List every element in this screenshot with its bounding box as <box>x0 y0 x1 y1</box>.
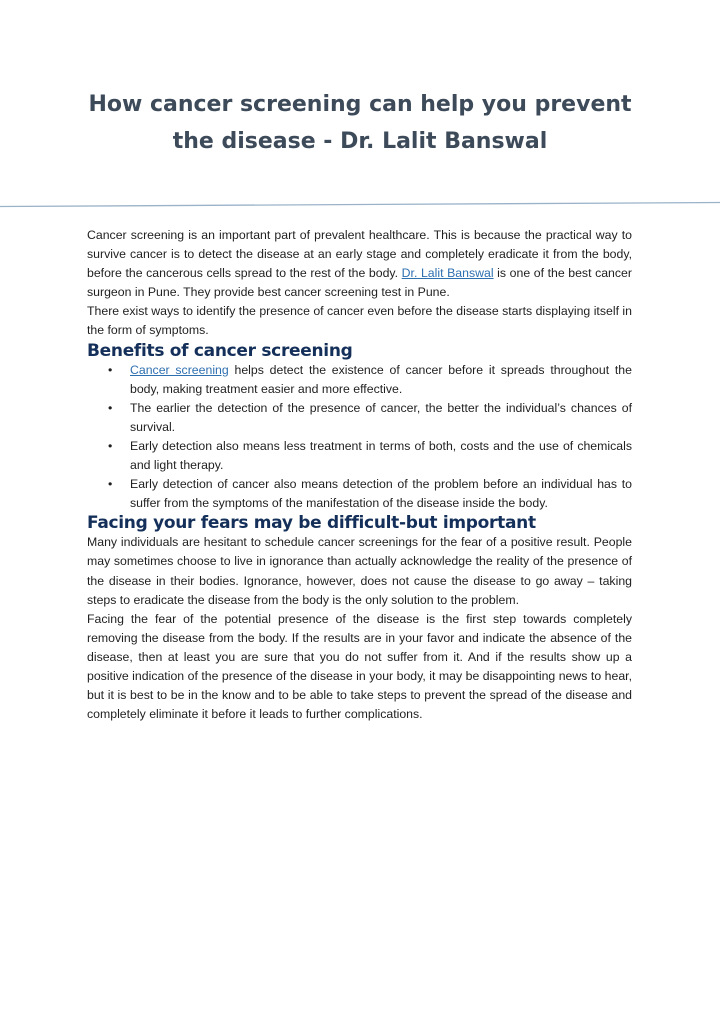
list-item <box>87 399 632 437</box>
title-line-1: How cancer screening can help you prevent <box>88 92 632 117</box>
header-divider <box>0 201 720 209</box>
bullet-icon: • <box>108 362 113 377</box>
intro-text-1: Cancer screening is an important part of prevalent healthcare. This is because the practical way to survive cancer is to detect the disease at an early stage and completely eradicate it from the body, before the cancerous cells spread to the rest of the body. <box>87 228 632 281</box>
bullet-icon: • <box>108 438 113 453</box>
bullet-icon: • <box>108 400 113 415</box>
page-title <box>60 86 660 160</box>
intro-paragraph-1 <box>87 226 632 302</box>
article-body <box>87 226 632 724</box>
list-item-text: helps detect the existence of cancer before it spreads throughout the body, making treatment easier and more effective. <box>130 362 632 396</box>
list-item-text: The earlier the detection of the presence of cancer, the better the individual’s chances of survival. <box>130 400 632 434</box>
intro-text-2: is one of the best cancer surgeon in Pune. They provide best cancer screening test in Pune. <box>87 266 632 300</box>
title-line-2: the disease - Dr. Lalit Banswal <box>172 129 548 154</box>
benefits-list <box>87 361 632 514</box>
list-item <box>87 475 632 513</box>
benefits-heading: Benefits of cancer screening <box>87 340 353 361</box>
list-item <box>87 361 632 399</box>
fears-paragraph-2: Facing the fear of the potential presence of the disease is the first step towards completely removing the disease from the body. If the results are in your favor and indicate the absence of the disease, then at least you are sure that you do not suffer from it. And if the results show up a positive indication of the presence of the disease in your body, it may be disappointing news to hear, but it is best to be in the know and to be able to take steps to prevent the spread of the disease and completely eliminate it before it leads to further complications. <box>87 611 632 722</box>
cancer-screening-link[interactable]: Cancer screening <box>130 362 229 377</box>
list-item-text: Early detection of cancer also means detection of the problem before an individual has to suffer from the symptoms of the manifestation of the disease inside the body. <box>130 477 632 511</box>
bullet-icon: • <box>108 477 113 492</box>
header-divider-line <box>0 203 720 207</box>
list-item <box>87 437 632 475</box>
list-item-text: Early detection also means less treatment in terms of both, costs and the use of chemicals and light therapy. <box>130 438 632 473</box>
doctor-link[interactable]: Dr. Lalit Banswal <box>401 266 494 281</box>
fears-paragraph-1: Many individuals are hesitant to schedule cancer screenings for the fear of a positive result. People may sometimes choose to live in ignorance than actually acknowledge the reality of the presence of the disease in their bodies. Ignorance, however, does not cause the disease to go away – taking steps to eradicate the disease from the body is the only solution to the problem. <box>87 535 632 607</box>
intro-paragraph-2: There exist ways to identify the presence of cancer even before the disease starts displaying itself in the form of symptoms. <box>87 304 632 338</box>
fears-heading: Facing your fears may be difficult-but important <box>87 513 536 534</box>
